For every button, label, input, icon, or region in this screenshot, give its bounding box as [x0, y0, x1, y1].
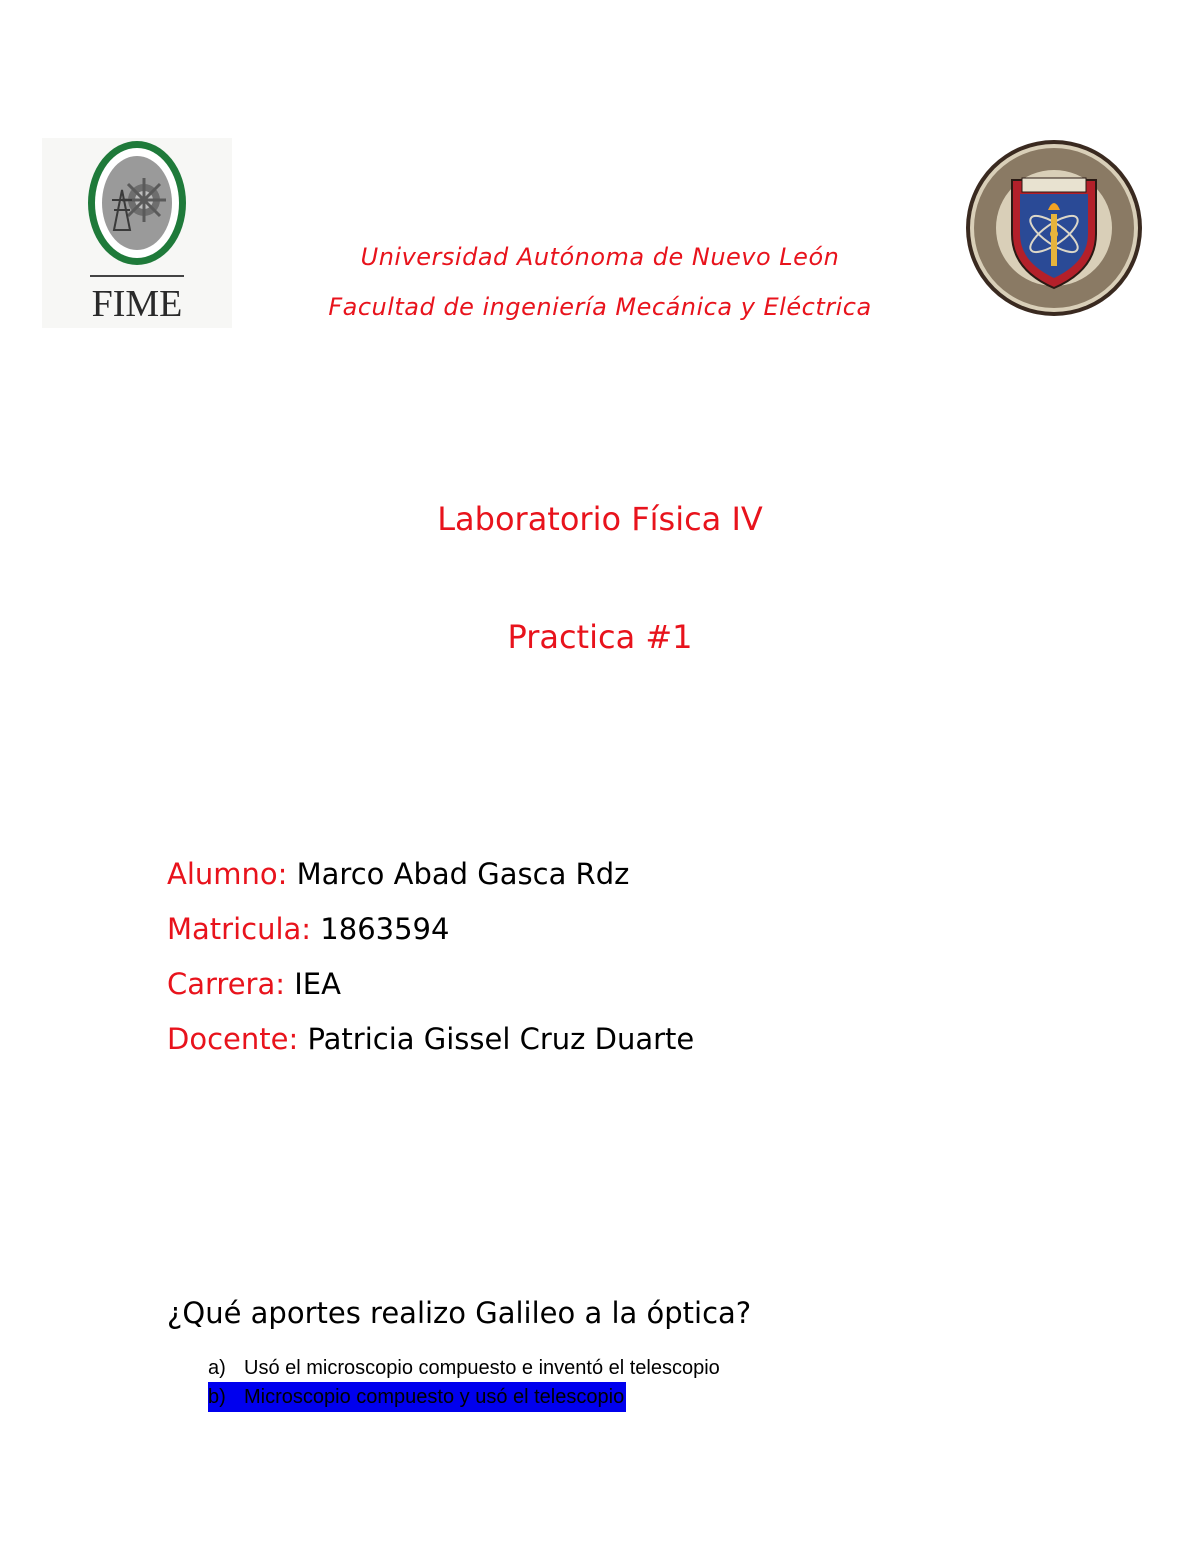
- fime-logo-icon: [42, 138, 232, 328]
- id-row: [167, 912, 449, 946]
- fime-logo-text: FIME: [91, 283, 183, 325]
- major-label: Carrera:: [167, 967, 286, 1001]
- teacher-value: Patricia Gissel Cruz Duarte: [307, 1022, 695, 1056]
- answer-option-a: [208, 1353, 720, 1383]
- id-label: Matricula:: [167, 912, 312, 946]
- question-text: ¿Qué aportes realizo Galileo a la óptica?: [167, 1296, 752, 1330]
- id-value: 1863594: [320, 912, 450, 946]
- student-label: Alumno:: [167, 857, 288, 891]
- major-value: IEA: [294, 967, 341, 1001]
- student-value: Marco Abad Gasca Rdz: [296, 857, 630, 891]
- uanl-seal-icon: [964, 138, 1144, 318]
- option-b-marker: b): [208, 1386, 226, 1408]
- lab-title: Laboratorio Física IV: [437, 500, 763, 538]
- teacher-label: Docente:: [167, 1022, 299, 1056]
- faculty-name: Facultad de ingeniería Mecánica y Eléctrica: [328, 293, 872, 321]
- student-row: [167, 857, 629, 891]
- option-a-text: Usó el microscopio compuesto e inventó el telescopio: [244, 1357, 720, 1379]
- answer-option-b: [208, 1382, 626, 1412]
- option-b-text: Microscopio compuesto y usó el telescopio: [244, 1386, 625, 1408]
- practice-title: Practica #1: [507, 618, 693, 656]
- teacher-row: [167, 1022, 694, 1056]
- major-row: [167, 967, 341, 1001]
- university-name: Universidad Autónoma de Nuevo León: [360, 243, 840, 271]
- option-a-marker: a): [208, 1357, 226, 1379]
